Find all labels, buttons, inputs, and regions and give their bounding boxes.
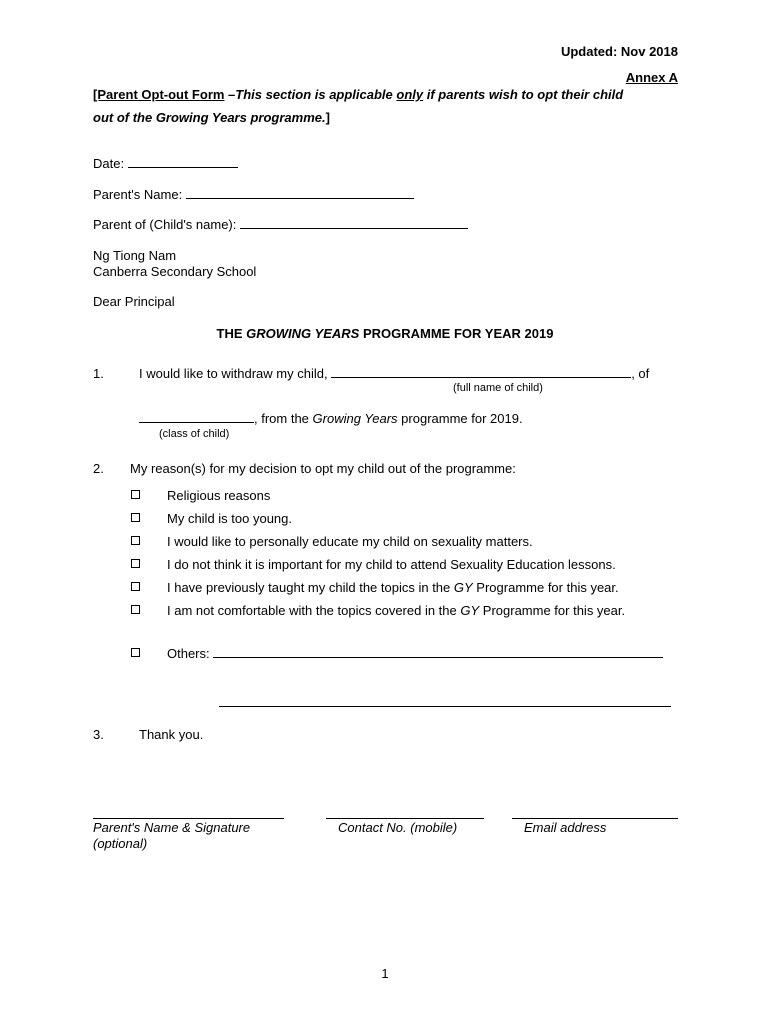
item2-number: 2. xyxy=(93,461,104,476)
date-field xyxy=(93,156,238,171)
item1-of: , of xyxy=(631,366,650,381)
reason5-text-b: Programme for this year. xyxy=(472,580,619,595)
checkbox-not-important[interactable] xyxy=(131,559,140,568)
item1-programme: programme for 2019. xyxy=(397,411,523,426)
intro-bracket-close: ] xyxy=(325,110,330,125)
title-growing-years: GROWING YEARS xyxy=(246,326,360,341)
parent-name-blank[interactable] xyxy=(186,187,414,199)
others-label: Others: xyxy=(167,646,210,661)
item1-class-line xyxy=(139,411,523,426)
checkbox-previously-taught[interactable] xyxy=(131,582,140,591)
checkbox-not-comfortable[interactable] xyxy=(131,605,140,614)
school-name: Canberra Secondary School xyxy=(93,264,257,279)
reason6-text-a: I am not comfortable with the topics covered in the xyxy=(167,603,461,618)
item3-text: Thank you. xyxy=(139,727,204,742)
item1-line xyxy=(139,366,649,381)
updated-date: Updated: Nov 2018 xyxy=(560,44,678,59)
reason-too-young: My child is too young. xyxy=(167,511,293,526)
reason-others xyxy=(167,646,663,661)
reason-not-important: I do not think it is important for my child to attend Sexuality Education lessons. xyxy=(167,557,616,572)
form-name: [Parent Opt-out Form xyxy=(93,87,225,102)
full-name-blank[interactable] xyxy=(331,366,631,378)
reason-religious: Religious reasons xyxy=(167,488,271,503)
annex-label: Annex A xyxy=(625,70,678,85)
child-name-blank[interactable] xyxy=(240,217,468,229)
signature-line-parent[interactable] xyxy=(93,818,284,819)
intro-text-b: if parents wish to opt their child xyxy=(423,87,624,102)
others-blank-1[interactable] xyxy=(213,646,663,658)
full-name-caption: (full name of child) xyxy=(453,382,543,394)
checkbox-others[interactable] xyxy=(131,648,140,657)
intro-line-1 xyxy=(93,87,623,102)
reason-not-comfortable xyxy=(167,603,625,618)
item1-growing-years: Growing Years xyxy=(312,411,398,426)
intro-text-a: This section is applicable xyxy=(235,87,397,102)
signature-line-email[interactable] xyxy=(512,818,678,819)
checkbox-personally-educate[interactable] xyxy=(131,536,140,545)
signature-line-contact[interactable] xyxy=(326,818,484,819)
intro-dash: – xyxy=(224,87,236,102)
intro-line-2 xyxy=(93,110,330,125)
parent-signature-label: Parent's Name & Signature xyxy=(93,820,251,835)
others-blank-2[interactable] xyxy=(219,706,671,707)
intro-only: only xyxy=(396,87,424,102)
checkbox-too-young[interactable] xyxy=(131,513,140,522)
checkbox-religious[interactable] xyxy=(131,490,140,499)
date-label: Date: xyxy=(93,156,125,171)
reason-previously-taught xyxy=(167,580,619,595)
reason5-gy: GY xyxy=(453,580,473,595)
parent-name-field xyxy=(93,187,414,202)
item1-text: I would like to withdraw my child, xyxy=(139,366,328,381)
item2-text: My reason(s) for my decision to opt my child out of the programme: xyxy=(130,461,516,476)
reason-personally-educate: I would like to personally educate my child on sexuality matters. xyxy=(167,534,533,549)
item1-number: 1. xyxy=(93,366,104,381)
page-number: 1 xyxy=(381,966,389,981)
reason6-text-b: Programme for this year. xyxy=(479,603,626,618)
reason5-text-a: I have previously taught my child the topics in the xyxy=(167,580,454,595)
title-rest: PROGRAMME FOR YEAR 2019 xyxy=(359,326,554,341)
email-label: Email address xyxy=(524,820,607,835)
class-blank[interactable] xyxy=(139,411,254,423)
salutation: Dear Principal xyxy=(93,294,175,309)
parent-of-label: Parent of (Child's name): xyxy=(93,217,237,232)
class-caption: (class of child) xyxy=(159,428,230,440)
parent-name-label: Parent's Name: xyxy=(93,187,183,202)
item3-number: 3. xyxy=(93,727,104,742)
addressee-name: Ng Tiong Nam xyxy=(93,248,177,263)
item1-from: , from the xyxy=(254,411,313,426)
intro-line2-text: out of the Growing Years programme. xyxy=(93,110,326,125)
parent-signature-optional: (optional) xyxy=(93,836,148,851)
date-blank[interactable] xyxy=(128,156,238,168)
contact-label: Contact No. (mobile) xyxy=(338,820,458,835)
reason6-gy: GY xyxy=(460,603,480,618)
page-title xyxy=(0,326,770,341)
parent-of-field xyxy=(93,217,468,232)
title-the: THE xyxy=(216,326,247,341)
